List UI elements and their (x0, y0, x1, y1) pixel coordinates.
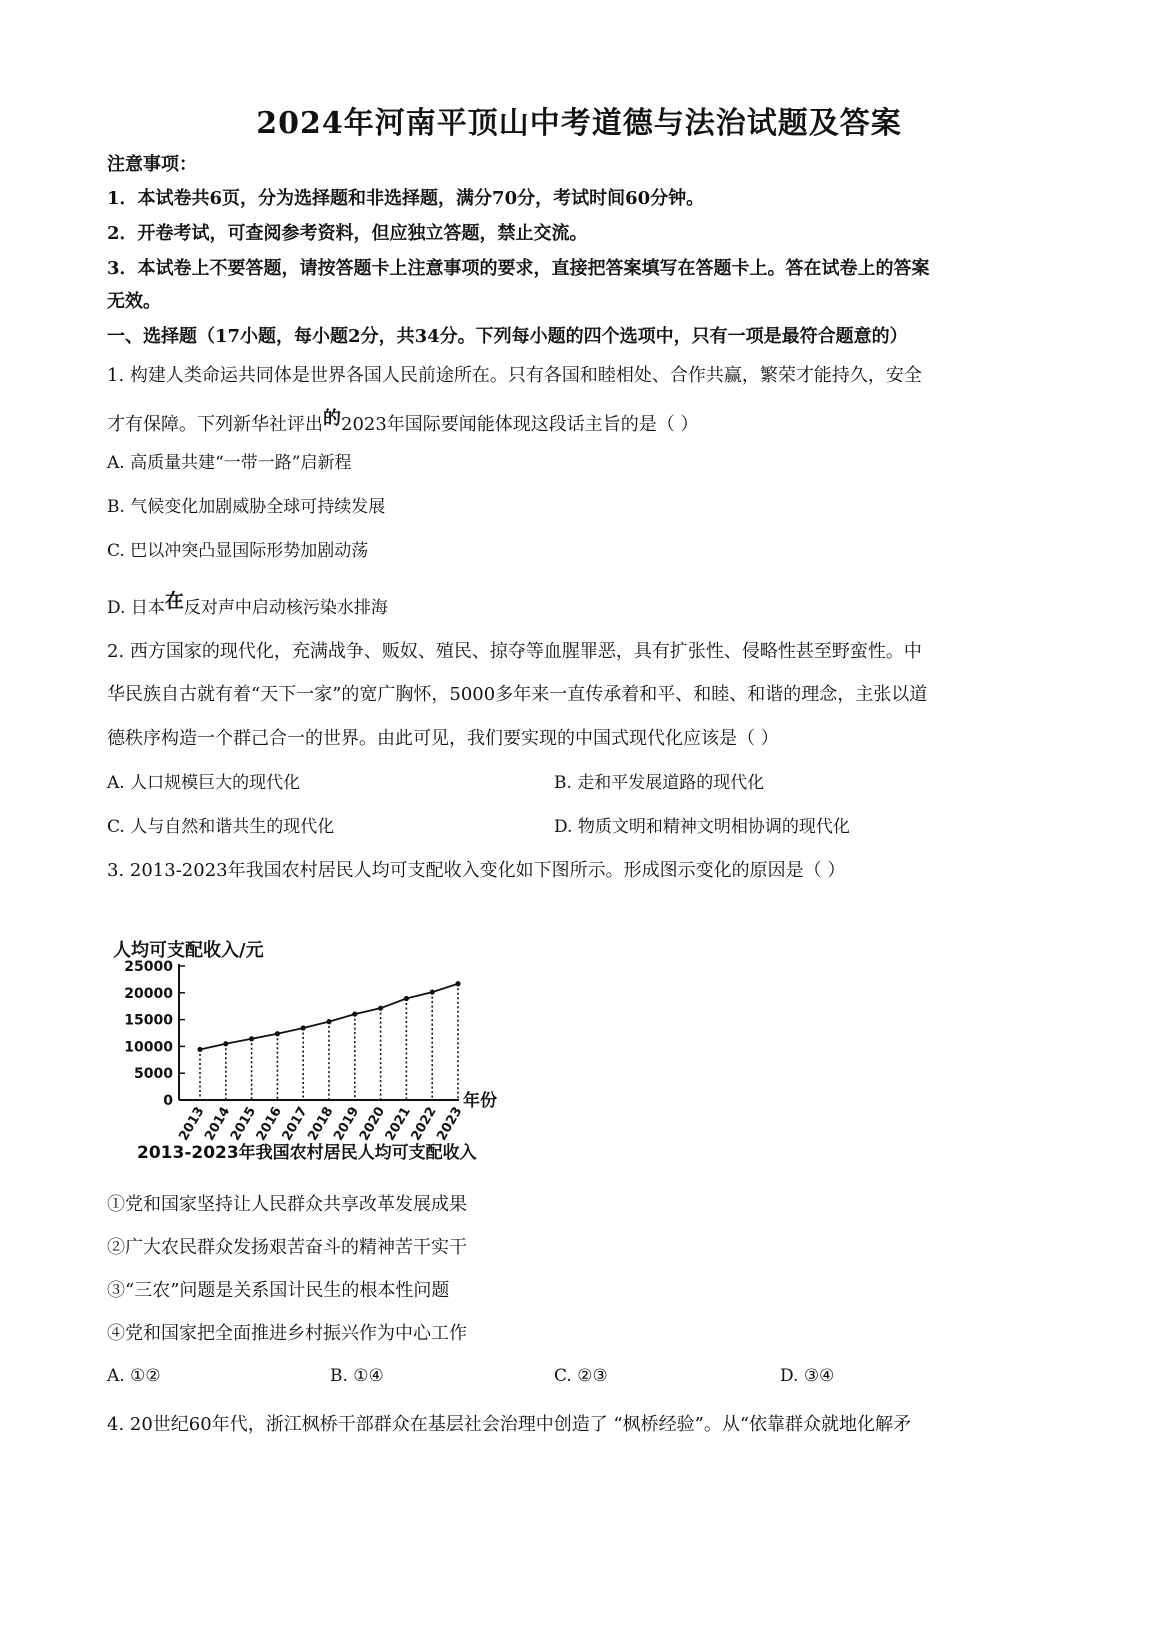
q3-option-d: D. ③④ (780, 1366, 835, 1386)
q2-stem-line3: 德秩序构造一个群己合一的世界。由此可见，我们要实现的中国式现代化应该是（ ） (107, 728, 779, 749)
q3-option-a: A. ①② (107, 1366, 161, 1386)
notice-item-3: 3．本试卷上不要答题，请按答题卡上注意事项的要求，直接把答案填写在答题卡上。答在试卷上的答案 (107, 258, 930, 279)
data-point (301, 1025, 306, 1030)
section-heading: 一、选择题（17小题，每小题2分，共34分。下列每小题的四个选项中，只有一项是最符合题意的） (107, 326, 908, 347)
data-point (404, 996, 409, 1001)
series-line (200, 984, 458, 1050)
page-title: 2024年河南平顶山中考道德与法治试题及答案 (256, 106, 902, 141)
x-tick-label: 2020 (356, 1104, 389, 1144)
notice-heading: 注意事项： (107, 154, 197, 175)
y-tick-label: 0 (163, 1093, 173, 1109)
data-point (223, 1041, 228, 1046)
data-point (197, 1047, 202, 1052)
q3-stem: 3. 2013-2023年我国农村居民人均可支配收入变化如下图所示。形成图示变化的原因是（ ） (107, 860, 846, 881)
q3-item-3: ③“三农”问题是关系国计民生的根本性问题 (107, 1280, 450, 1301)
y-tick-label: 5000 (134, 1066, 173, 1083)
data-point (352, 1012, 357, 1017)
chart-y-axis (124, 959, 185, 1109)
data-point (430, 989, 435, 994)
x-tick-label: 2013 (176, 1104, 208, 1144)
y-tick-label: 25000 (124, 959, 173, 975)
q1-stem-line1: 1. 构建人类命运共同体是世界各国人民前途所在。只有各国和睦相处、合作共赢，繁荣才能持久，安全 (107, 365, 922, 386)
x-tick-label: 2021 (382, 1104, 414, 1144)
y-tick-label: 15000 (124, 1012, 173, 1029)
q1-option-d (107, 592, 388, 619)
x-tick-label: 2019 (331, 1104, 363, 1144)
q1-option-d-part-c: 反对声中启动核污染水排海 (183, 598, 388, 618)
q1-option-b: B. 气候变化加剧威胁全球可持续发展 (107, 497, 386, 517)
data-point (249, 1036, 254, 1041)
q2-option-c: C. 人与自然和谐共生的现代化 (107, 817, 335, 837)
notice-item-2: 2．开卷考试，可查阅参考资料，但应独立答题，禁止交流。 (107, 223, 588, 244)
q1-stem-part-c: 2023年国际要闻能体现这段话主旨的是（ ） (341, 414, 699, 435)
q3-item-1: ①党和国家坚持让人民群众共享改革发展成果 (107, 1194, 467, 1215)
q1-option-d-part-a: D. 日本 (107, 598, 165, 618)
q2-option-d: D. 物质文明和精神文明相协调的现代化 (554, 817, 850, 837)
data-point (455, 981, 460, 986)
x-tick-label: 2016 (253, 1104, 285, 1144)
q3-option-c: C. ②③ (554, 1366, 608, 1386)
data-point (378, 1006, 383, 1011)
q3-option-b: B. ①④ (330, 1366, 384, 1386)
q1-option-a: A. 高质量共建“一带一路”启新程 (107, 453, 352, 473)
q1-stem-line2 (107, 410, 699, 436)
x-tick-label: 2015 (227, 1104, 260, 1144)
q2-stem-line2: 华民族自古就有着“天下一家”的宽广胸怀，5000多年来一直传承着和平、和睦、和谐的理念，主张以道 (107, 684, 928, 705)
q2-option-a: A. 人口规模巨大的现代化 (107, 773, 301, 793)
q4-stem-line1: 4. 20世纪60年代，浙江枫桥干部群众在基层社会治理中创造了 “枫桥经验”。从“依靠群众就地化解矛 (107, 1414, 912, 1435)
chart-title: 2013-2023年我国农村居民人均可支配收入 (137, 1143, 477, 1163)
q3-item-2: ②广大农民群众发扬艰苦奋斗的精神苦干实干 (107, 1237, 467, 1258)
y-tick-label: 20000 (124, 985, 173, 1002)
x-tick-label: 2017 (279, 1104, 311, 1144)
q1-option-c: C. 巴以冲突凸显国际形势加剧动荡 (107, 541, 369, 561)
q2-option-b: B. 走和平发展道路的现代化 (554, 773, 765, 793)
y-tick-label: 10000 (124, 1039, 173, 1056)
q3-item-4: ④党和国家把全面推进乡村振兴作为中心工作 (107, 1323, 467, 1344)
data-point (275, 1031, 280, 1036)
chart-ylabel: 人均可支配收入/元 (113, 940, 264, 961)
data-point (326, 1019, 331, 1024)
chart-xlabel: 年份 (463, 1091, 497, 1111)
q1-stem-part-a: 才有保障。下列新华社评出 (107, 414, 323, 435)
x-tick-label: 2022 (408, 1104, 440, 1144)
notice-item-1: 1．本试卷共6页，分为选择题和非选择题，满分70分，考试时间60分钟。 (107, 188, 705, 209)
notice-item-3-cont: 无效。 (107, 291, 161, 312)
x-tick-label: 2014 (202, 1104, 234, 1144)
q2-stem-line1: 2. 西方国家的现代化，充满战争、贩奴、殖民、掠夺等血腥罪恶，具有扩张性、侵略性甚至野蛮性。中 (107, 641, 922, 662)
x-tick-label: 2018 (305, 1104, 337, 1144)
x-tick-label: 2023 (434, 1104, 466, 1144)
q1-stem-part-b: 的 (323, 408, 341, 429)
q1-option-d-part-b: 在 (164, 590, 184, 612)
chart-x-axis (176, 1100, 465, 1143)
